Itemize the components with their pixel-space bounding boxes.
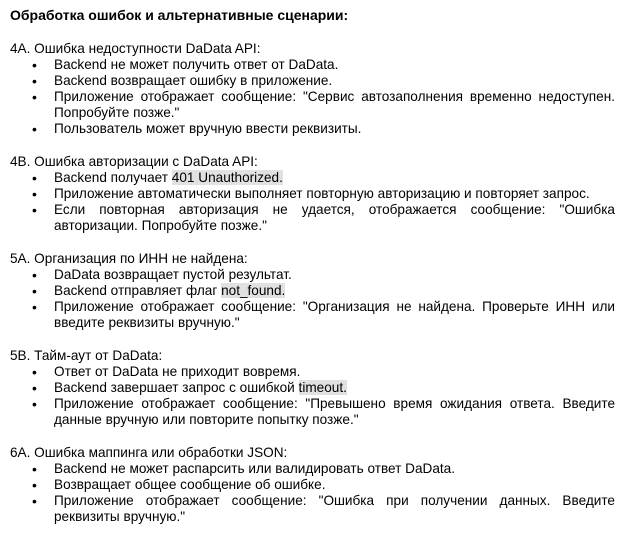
bullet-list [10, 170, 615, 234]
list-item: • Приложение отображает сообщение: "Организация не найдена. Проверьте ИНН или введите реквизиты вручную." [10, 299, 615, 331]
list-item: • Backend отправляет флаг not_found. [10, 283, 615, 299]
highlighted-code: timeout. [298, 380, 347, 395]
section-5a [10, 251, 615, 331]
list-item: • Backend возвращает ошибку в приложение. [10, 73, 615, 89]
list-item: • Приложение отображает сообщение: "Сервис автозаполнения временно недоступен. Попробуйте позже." [10, 89, 615, 121]
highlighted-code: not_found. [221, 283, 286, 298]
list-item: • DaData возвращает пустой результат. [10, 267, 615, 283]
section-5b [10, 348, 615, 428]
section-4b [10, 154, 615, 234]
section-4a [10, 41, 615, 137]
list-item: • Приложение отображает сообщение: "Превышено время ожидания ответа. Введите данные вручную или повторите попытку позже." [10, 396, 615, 428]
list-item: • Backend не может распарсить или валидировать ответ DaData. [10, 461, 615, 477]
list-item: • Пользователь может вручную ввести реквизиты. [10, 121, 615, 137]
bullet-list [10, 461, 615, 525]
list-item: • Возвращает общее сообщение об ошибке. [10, 477, 615, 493]
section-heading: 5В. Тайм-аут от DaData: [10, 348, 163, 363]
list-item: • Backend завершает запрос с ошибкой timeout. [10, 380, 615, 396]
document-title: Обработка ошибок и альтернативные сценарии: [10, 7, 349, 23]
section-heading: 6А. Ошибка маппинга или обработки JSON: [10, 445, 288, 460]
list-item: • Backend не может получить ответ от DaData. [10, 57, 615, 73]
section-heading: 4B. Ошибка авторизации с DaData API: [10, 154, 258, 169]
list-item: • Backend получает 401 Unauthorized. [10, 170, 615, 186]
bullet-list [10, 267, 615, 331]
list-item: • Ответ от DaData не приходит вовремя. [10, 364, 615, 380]
bullet-list [10, 364, 615, 428]
section-heading: 4А. Ошибка недоступности DaData API: [10, 41, 261, 56]
list-item: • Приложение отображает сообщение: "Ошибка при получении данных. Введите реквизиты вручную." [10, 493, 615, 525]
section-6a [10, 445, 615, 525]
list-item: • Если повторная авторизация не удается, отображается сообщение: "Ошибка авторизации. Попробуйте позже." [10, 202, 615, 234]
bullet-list [10, 57, 615, 137]
section-heading: 5А. Организация по ИНН не найдена: [10, 251, 248, 266]
list-item: • Приложение автоматически выполняет повторную авторизацию и повторяет запрос. [10, 186, 615, 202]
highlighted-code: 401 Unauthorized. [171, 170, 283, 185]
